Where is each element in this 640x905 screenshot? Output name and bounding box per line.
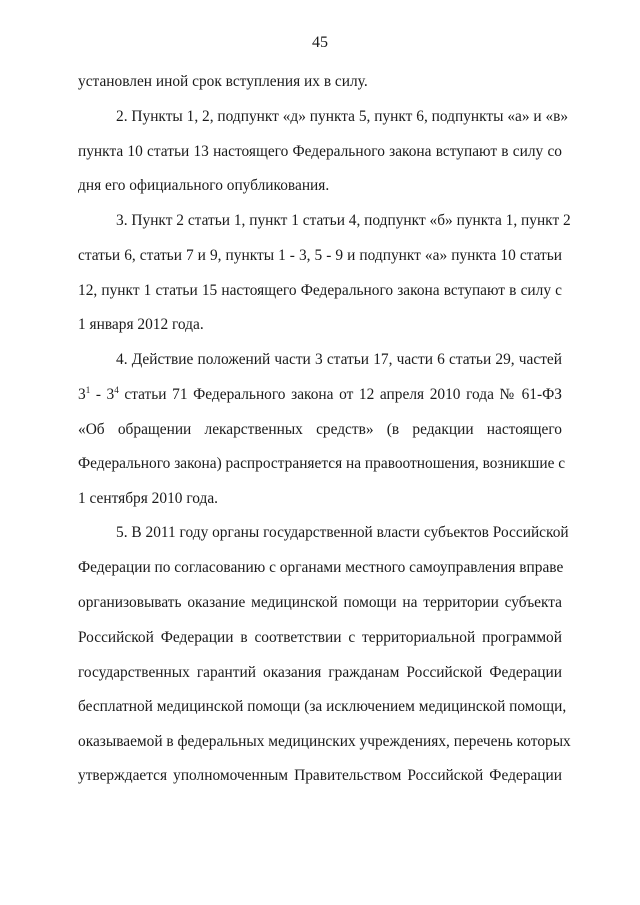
text-fragment: - 3 [90,386,115,403]
paragraph-5-line: Федерации по согласованию с органами местного самоуправления вправе [78,559,564,576]
paragraph-4-line-superscripts [78,385,562,405]
page-number: 45 [312,34,328,51]
paragraph-5-line: утверждается уполномоченным Правительством Российской Федерации [78,767,562,784]
paragraph-3-line: статьи 6, статьи 7 и 9, пункты 1 - 3, 5 - 9 и подпункт «а» пункта 10 статьи [78,247,562,264]
superscript: 4 [114,384,119,395]
text-fragment: 3 [78,386,86,403]
paragraph-3-line: 3. Пункт 2 статьи 1, пункт 1 статьи 4, подпункт «б» пункта 1, пункт 2 [116,212,571,229]
paragraph-5-line: оказываемой в федеральных медицинских учреждениях, перечень которых [78,733,571,750]
text-fragment: статьи 71 Федерального закона от 12 апреля 2010 года № 61-ФЗ [118,386,562,403]
paragraph-4-line: Федерального закона) распространяется на правоотношения, возникшие с [78,455,566,472]
paragraph-5-line: государственных гарантий оказания гражданам Российской Федерации [78,664,562,681]
paragraph-3-line: 12, пункт 1 статьи 15 настоящего Федерального закона вступают в силу с [78,282,562,299]
paragraph-4-line: 1 сентября 2010 года. [78,490,219,507]
paragraph-5-line: организовывать оказание медицинской помощи на территории субъекта [78,594,562,611]
paragraph-2-line: дня его официального опубликования. [78,177,330,194]
paragraph-5-line: Российской Федерации в соответствии с территориальной программой [78,629,562,646]
paragraph-4-line: «Об обращении лекарственных средств» (в редакции настоящего [78,421,562,438]
paragraph-5-line: 5. В 2011 году органы государственной власти субъектов Российской [116,524,569,541]
text-line: установлен иной срок вступления их в силу. [78,73,368,90]
superscript: 1 [85,384,91,395]
paragraph-4-line: 4. Действие положений части 3 статьи 17, части 6 статьи 29, частей [116,351,562,368]
paragraph-3-line: 1 января 2012 года. [78,316,204,333]
paragraph-5-line: бесплатной медицинской помощи (за исключением медицинской помощи, [78,698,567,715]
paragraph-2-line: 2. Пункты 1, 2, подпункт «д» пункта 5, пункт 6, подпункты «а» и «в» [116,108,569,125]
paragraph-2-line: пункта 10 статьи 13 настоящего Федерального закона вступают в силу со [78,143,562,160]
